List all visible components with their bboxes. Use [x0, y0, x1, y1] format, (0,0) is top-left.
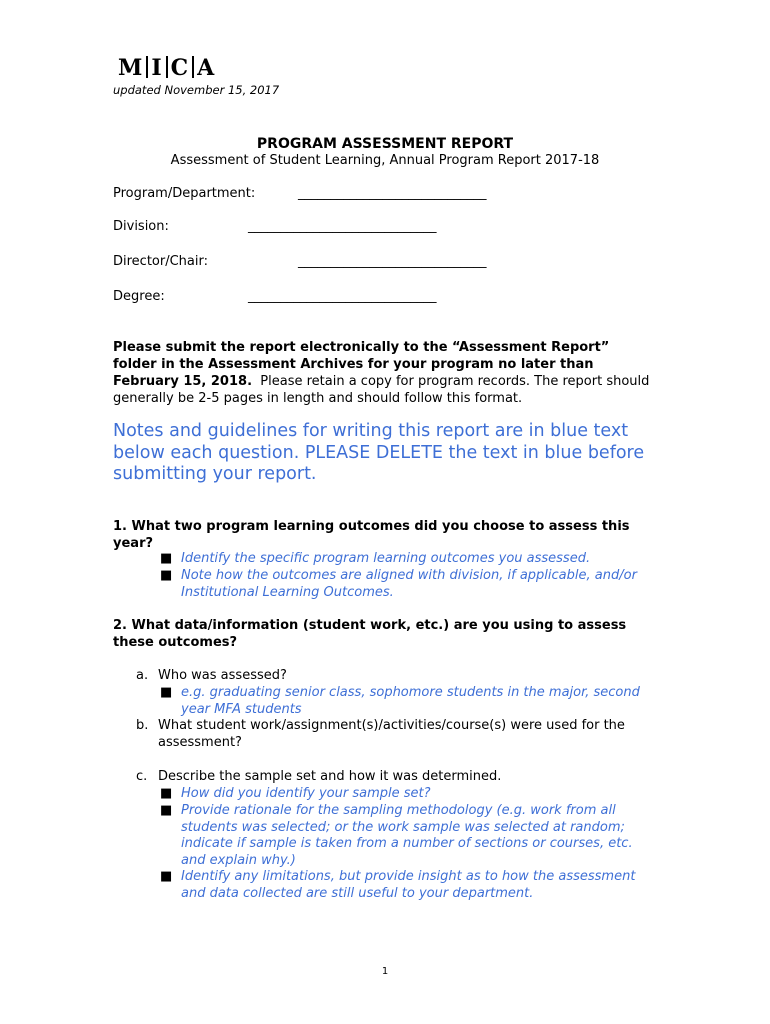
field-line-division[interactable]: _____________________________: [248, 219, 437, 234]
q2-c-letter: c.: [136, 769, 148, 784]
logo-divider: [192, 56, 194, 78]
q2-b-text: What student work/assignment(s)/activities/course(s) were used for the assessment?: [158, 718, 625, 750]
field-line-program[interactable]: _____________________________: [298, 186, 487, 201]
page-number: 1: [381, 966, 389, 977]
report-subtitle: Assessment of Student Learning, Annual Program Report 2017-18: [170, 153, 600, 168]
logo-divider: [146, 56, 148, 78]
logo-letter-c: C: [170, 55, 190, 81]
field-label-program: Program/Department:: [113, 186, 256, 201]
field-label-division: Division:: [113, 219, 169, 234]
q2-c-guideline-2: Provide rationale for the sampling methodology (e.g. work from all students was selected; or the work sample was selected at random; indicate if sample is taken from a number of sections or courses, etc. and explain why.): [181, 803, 633, 868]
bullet-icon: ■: [160, 786, 173, 801]
q2-c-text: Describe the sample set and how it was determined.: [158, 769, 502, 784]
question-1: 1. What two program learning outcomes did you choose to assess this year?: [113, 519, 630, 551]
updated-date: updated November 15, 2017: [113, 83, 280, 97]
question-2: 2. What data/information (student work, etc.) are you using to assess these outcomes?: [113, 618, 627, 650]
q2-c-guideline-3: Identify any limitations, but provide insight as to how the assessment and data collected are still useful to your department.: [181, 869, 636, 901]
bullet-icon: ■: [160, 803, 173, 818]
q2-a-guideline-1: e.g. graduating senior class, sophomore students in the major, second year MFA students: [181, 685, 640, 717]
q1-guideline-2: Note how the outcomes are aligned with division, if applicable, and/or Institutional Learning Outcomes.: [181, 568, 637, 600]
bullet-icon: ■: [160, 869, 173, 884]
logo-letter-a: A: [197, 55, 216, 81]
field-label-director: Director/Chair:: [113, 254, 208, 269]
bullet-icon: ■: [160, 685, 173, 700]
bullet-icon: ■: [160, 568, 173, 583]
instructions-bold: Please submit the report electronically to the “Assessment Report” folder in the Assessment Archives for your program no later than February 15, 2018.: [113, 340, 610, 389]
mica-logo: [118, 55, 215, 81]
q2-b-letter: b.: [136, 718, 149, 733]
field-line-degree[interactable]: _____________________________: [248, 289, 437, 304]
q1-guideline-1: Identify the specific program learning outcomes you assessed.: [181, 551, 591, 566]
q2-a-text: Who was assessed?: [158, 668, 287, 683]
logo-divider: [166, 56, 168, 78]
logo-letter-i: I: [151, 55, 163, 81]
instructions-normal: Please retain a copy for program records. The report should generally be 2-5 pages in length and should follow this format.: [113, 374, 650, 406]
report-title: PROGRAM ASSESSMENT REPORT: [256, 136, 514, 152]
guidelines-note: Notes and guidelines for writing this report are in blue text below each question. PLEASE DELETE the text in blue before submitting your report.: [113, 421, 645, 484]
bullet-icon: ■: [160, 551, 173, 566]
q2-c-guideline-1: How did you identify your sample set?: [181, 786, 431, 801]
logo-letter-m: M: [118, 55, 144, 81]
q2-a-letter: a.: [136, 668, 149, 683]
field-line-director[interactable]: _____________________________: [298, 254, 487, 269]
field-label-degree: Degree:: [113, 289, 165, 304]
instructions-paragraph: [113, 339, 653, 407]
